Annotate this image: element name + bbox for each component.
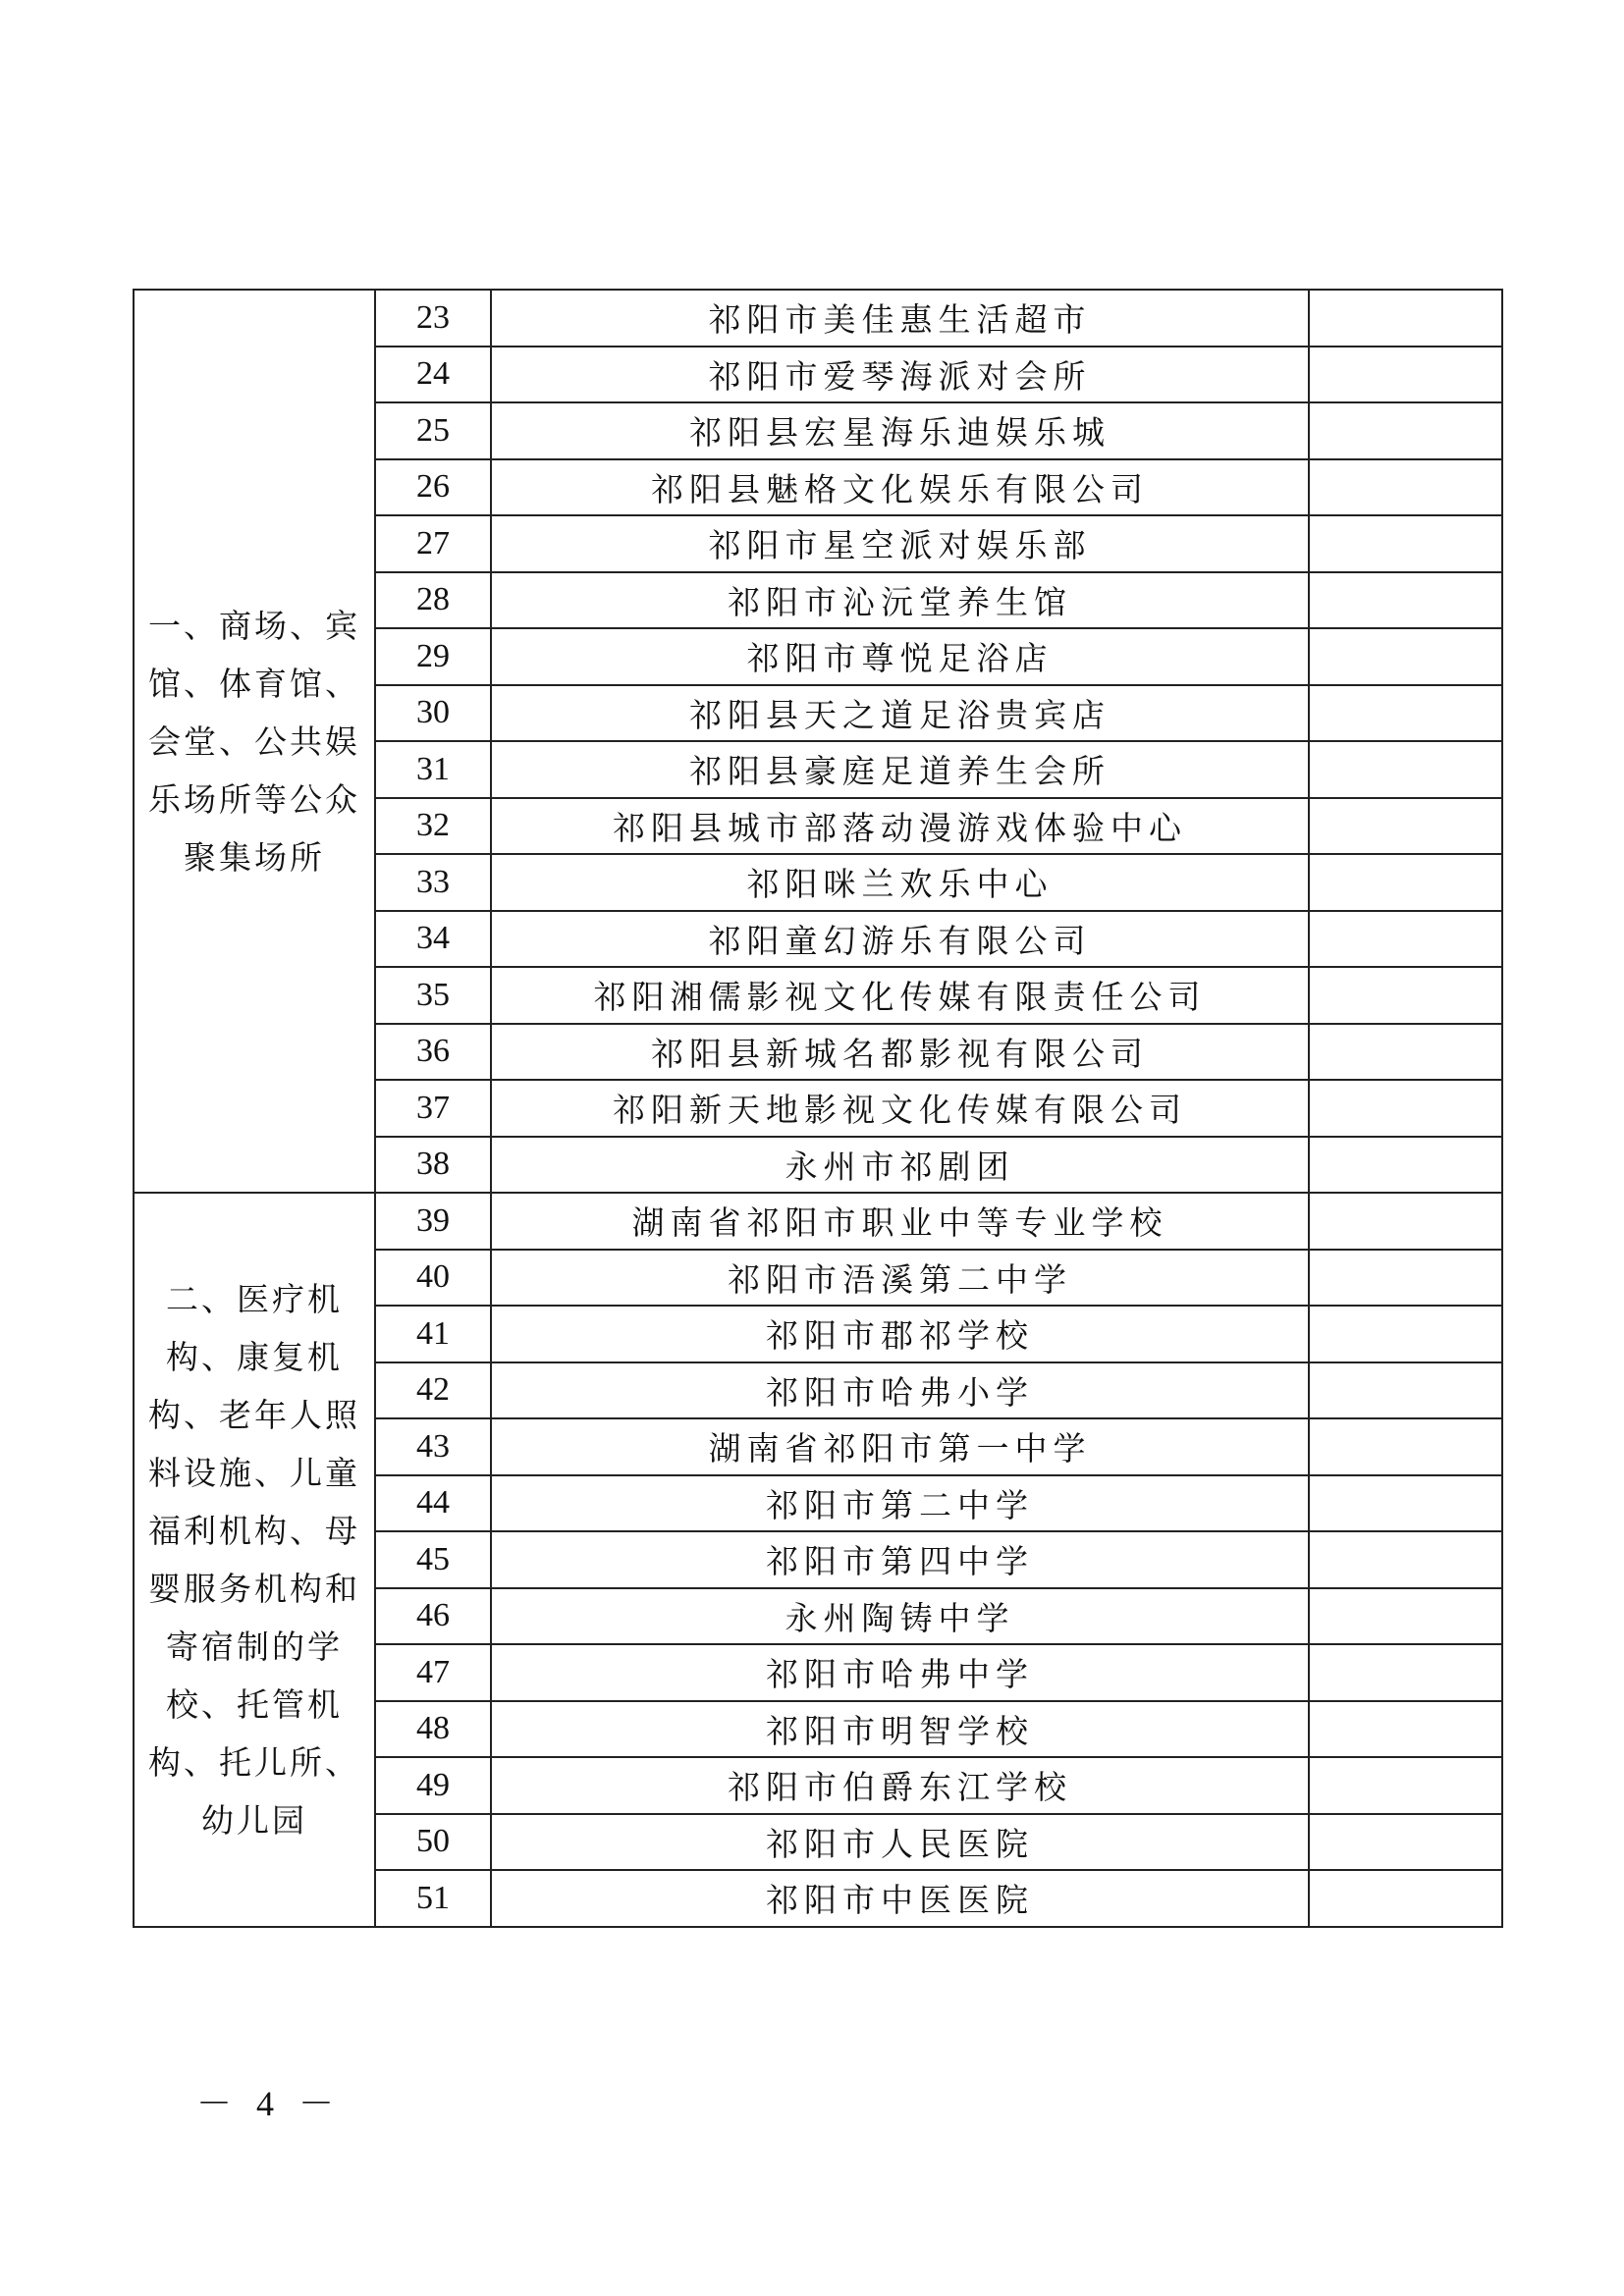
row-number: 45 (375, 1531, 491, 1588)
remarks-cell (1309, 1362, 1502, 1419)
venue-name: 祁阳市第四中学 (491, 1531, 1309, 1588)
category-cell (134, 1193, 375, 1927)
row-number: 38 (375, 1137, 491, 1194)
venue-list-table (133, 289, 1503, 1928)
row-number: 36 (375, 1024, 491, 1081)
row-number: 42 (375, 1362, 491, 1419)
venue-name: 祁阳市明智学校 (491, 1701, 1309, 1758)
venue-name: 永州陶铸中学 (491, 1588, 1309, 1645)
remarks-cell (1309, 854, 1502, 911)
remarks-cell (1309, 1306, 1502, 1362)
remarks-cell (1309, 741, 1502, 798)
remarks-cell (1309, 1531, 1502, 1588)
venue-name: 祁阳市郡祁学校 (491, 1306, 1309, 1362)
venue-name: 祁阳新天地影视文化传媒有限公司 (491, 1080, 1309, 1137)
page-number: － 4 － (196, 2084, 343, 2123)
remarks-cell (1309, 628, 1502, 685)
remarks-cell (1309, 1644, 1502, 1701)
remarks-cell (1309, 347, 1502, 403)
venue-name: 祁阳市哈弗小学 (491, 1362, 1309, 1419)
remarks-cell (1309, 290, 1502, 347)
remarks-cell (1309, 1418, 1502, 1475)
row-number: 29 (375, 628, 491, 685)
row-number: 49 (375, 1757, 491, 1814)
venue-name: 祁阳市哈弗中学 (491, 1644, 1309, 1701)
row-number: 41 (375, 1306, 491, 1362)
table-body (134, 290, 1502, 1927)
row-number: 35 (375, 967, 491, 1024)
remarks-cell (1309, 1137, 1502, 1194)
venue-name: 祁阳市星空派对娱乐部 (491, 515, 1309, 572)
remarks-cell (1309, 1701, 1502, 1758)
row-number: 25 (375, 402, 491, 459)
row-number: 48 (375, 1701, 491, 1758)
remarks-cell (1309, 798, 1502, 855)
venue-name: 祁阳市美佳惠生活超市 (491, 290, 1309, 347)
remarks-cell (1309, 1475, 1502, 1532)
remarks-cell (1309, 1870, 1502, 1927)
row-number: 30 (375, 685, 491, 742)
venue-name: 祁阳市尊悦足浴店 (491, 628, 1309, 685)
row-number: 34 (375, 911, 491, 968)
category-cell (134, 290, 375, 1193)
row-number: 44 (375, 1475, 491, 1532)
row-number: 33 (375, 854, 491, 911)
remarks-cell (1309, 1588, 1502, 1645)
venue-name: 祁阳市沁沅堂养生馆 (491, 572, 1309, 629)
row-number: 28 (375, 572, 491, 629)
row-number: 32 (375, 798, 491, 855)
venue-name: 永州市祁剧团 (491, 1137, 1309, 1194)
row-number: 24 (375, 347, 491, 403)
venue-name: 祁阳市中医医院 (491, 1870, 1309, 1927)
remarks-cell (1309, 1814, 1502, 1871)
row-number: 43 (375, 1418, 491, 1475)
row-number: 47 (375, 1644, 491, 1701)
remarks-cell (1309, 402, 1502, 459)
venue-name: 祁阳县魅格文化娱乐有限公司 (491, 459, 1309, 516)
venue-name: 祁阳县新城名都影视有限公司 (491, 1024, 1309, 1081)
venue-name: 祁阳市人民医院 (491, 1814, 1309, 1871)
venue-name: 湖南省祁阳市第一中学 (491, 1418, 1309, 1475)
venue-name: 祁阳市伯爵东江学校 (491, 1757, 1309, 1814)
venue-name: 祁阳县城市部落动漫游戏体验中心 (491, 798, 1309, 855)
venue-name: 祁阳县豪庭足道养生会所 (491, 741, 1309, 798)
category-label: 一、商场、宾馆、体育馆、会堂、公共娱乐场所等公众聚集场所 (148, 606, 360, 877)
remarks-cell (1309, 911, 1502, 968)
table-row (134, 290, 1502, 347)
row-number: 40 (375, 1250, 491, 1307)
venue-name: 祁阳市爱琴海派对会所 (491, 347, 1309, 403)
venue-name: 祁阳县天之道足浴贵宾店 (491, 685, 1309, 742)
remarks-cell (1309, 1024, 1502, 1081)
row-number: 51 (375, 1870, 491, 1927)
remarks-cell (1309, 967, 1502, 1024)
remarks-cell (1309, 1250, 1502, 1307)
venue-name: 祁阳市第二中学 (491, 1475, 1309, 1532)
remarks-cell (1309, 459, 1502, 516)
remarks-cell (1309, 1193, 1502, 1250)
row-number: 31 (375, 741, 491, 798)
venue-name: 湖南省祁阳市职业中等专业学校 (491, 1193, 1309, 1250)
remarks-cell (1309, 1757, 1502, 1814)
venue-name: 祁阳咪兰欢乐中心 (491, 854, 1309, 911)
venue-name: 祁阳童幻游乐有限公司 (491, 911, 1309, 968)
remarks-cell (1309, 572, 1502, 629)
row-number: 26 (375, 459, 491, 516)
row-number: 50 (375, 1814, 491, 1871)
row-number: 27 (375, 515, 491, 572)
remarks-cell (1309, 1080, 1502, 1137)
venue-name: 祁阳县宏星海乐迪娱乐城 (491, 402, 1309, 459)
row-number: 46 (375, 1588, 491, 1645)
row-number: 37 (375, 1080, 491, 1137)
venue-name: 祁阳市浯溪第二中学 (491, 1250, 1309, 1307)
row-number: 23 (375, 290, 491, 347)
remarks-cell (1309, 515, 1502, 572)
row-number: 39 (375, 1193, 491, 1250)
category-label: 二、医疗机构、康复机构、老年人照料设施、儿童福利机构、母婴服务机构和寄宿制的学校、托管机构、托儿所、幼儿园 (148, 1279, 360, 1840)
remarks-cell (1309, 685, 1502, 742)
venue-name: 祁阳湘儒影视文化传媒有限责任公司 (491, 967, 1309, 1024)
table-row (134, 1193, 1502, 1250)
